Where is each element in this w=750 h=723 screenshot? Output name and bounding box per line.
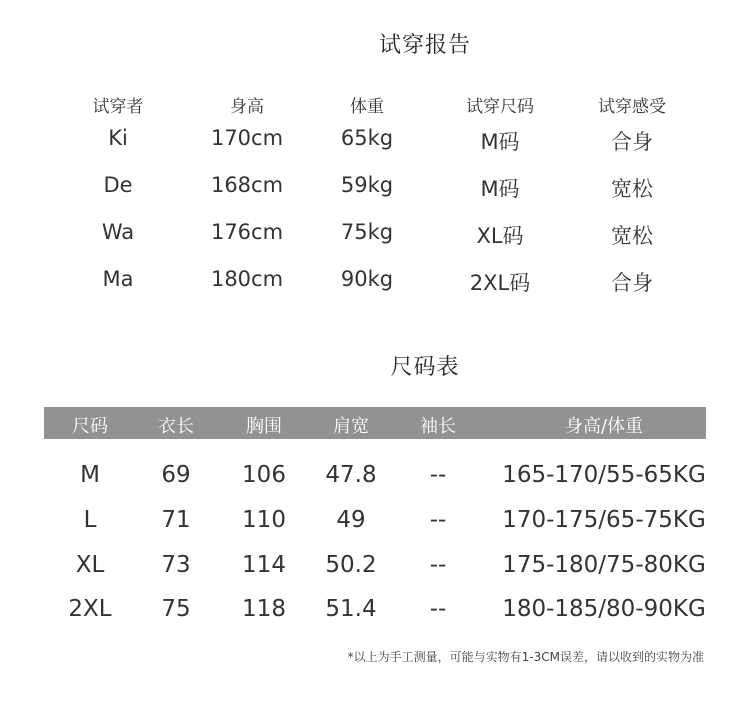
size-chart-cell: 50.2 (325, 552, 377, 578)
size-chart-cell: 175-180/75-80KG (502, 552, 706, 578)
size-chart-header-cell: 袖长 (420, 416, 456, 437)
fit-report-row (0, 267, 750, 297)
size-chart-row (0, 596, 750, 628)
fit-report-cell: 180cm (210, 267, 284, 291)
size-chart-cell: 114 (242, 552, 286, 578)
measurement-note: *以上为手工测量，可能与实物有1-3CM误差，请以收到的实物为准 (347, 650, 704, 664)
fit-report-cell: 90kg (340, 267, 394, 291)
size-chart-cell: 180-185/80-90KG (502, 596, 706, 622)
fit-report-cell: 59kg (340, 173, 394, 197)
size-chart-cell: 106 (242, 462, 286, 488)
size-chart-cell: 47.8 (325, 462, 377, 488)
fit-report-cell: M码 (480, 130, 520, 154)
fit-report-header-cell: 试穿尺码 (466, 97, 534, 117)
size-chart-row (0, 552, 750, 584)
size-chart-cell: 170-175/65-75KG (502, 507, 706, 533)
size-chart-cell: 69 (161, 462, 191, 488)
fit-report-cell: 2XL码 (469, 271, 531, 295)
size-chart-header-cell: 身高/体重 (564, 416, 644, 437)
fit-report-cell: M码 (480, 177, 520, 201)
fit-report-cell: 170cm (210, 126, 284, 150)
size-chart-cell: 51.4 (325, 596, 377, 622)
size-chart-row (0, 507, 750, 539)
fit-report-cell: Ma (102, 267, 134, 291)
size-chart-cell: 71 (161, 507, 191, 533)
fit-report-cell: 176cm (210, 220, 284, 244)
size-chart-cell: 75 (161, 596, 191, 622)
size-chart-title: 尺码表 (390, 355, 460, 380)
fit-report-cell: XL码 (476, 224, 524, 248)
fit-report-cell: 宽松 (611, 177, 653, 201)
fit-report-cell: 75kg (340, 220, 394, 244)
size-chart-cell: 118 (242, 596, 286, 622)
fit-report-cell: Wa (101, 220, 135, 244)
size-chart-cell: -- (429, 552, 447, 578)
fit-report-header-cell: 试穿者 (92, 97, 144, 117)
size-chart-cell: L (83, 507, 97, 533)
size-chart-cell: 165-170/55-65KG (502, 462, 706, 488)
fit-report-cell: 168cm (210, 173, 284, 197)
size-chart-cell: 73 (161, 552, 191, 578)
size-chart-cell: XL (75, 552, 105, 578)
fit-report-header-cell: 体重 (350, 97, 384, 117)
size-chart-header-cell: 尺码 (72, 416, 108, 437)
fit-report-cell: 合身 (611, 130, 653, 154)
fit-report-cell: Ki (108, 126, 128, 150)
size-chart-cell: M (80, 462, 100, 488)
fit-report-header-row (0, 92, 750, 122)
fit-report-cell: 宽松 (611, 224, 653, 248)
fit-report-row (0, 173, 750, 203)
fit-report-row (0, 220, 750, 250)
size-chart-header-cell: 肩宽 (333, 416, 369, 437)
fit-report-header-cell: 试穿感受 (598, 97, 666, 117)
fit-report-cell: De (103, 173, 133, 197)
fit-report-cell: 合身 (611, 271, 653, 295)
size-chart-cell: 2XL (68, 596, 112, 622)
size-chart-header-cell: 胸围 (246, 416, 282, 437)
size-chart-cell: -- (429, 462, 447, 488)
size-chart-cell: 110 (242, 507, 286, 533)
size-chart-cell: -- (429, 596, 447, 622)
fit-report-cell: 65kg (340, 126, 394, 150)
size-chart-cell: 49 (336, 507, 366, 533)
size-chart-cell: -- (429, 507, 447, 533)
fit-report-title: 试穿报告 (378, 33, 471, 58)
size-chart-header-cell: 衣长 (158, 416, 194, 437)
fit-report-header-cell: 身高 (230, 97, 264, 117)
fit-report-row (0, 126, 750, 156)
size-chart-row (0, 462, 750, 494)
size-chart-header (44, 407, 706, 439)
